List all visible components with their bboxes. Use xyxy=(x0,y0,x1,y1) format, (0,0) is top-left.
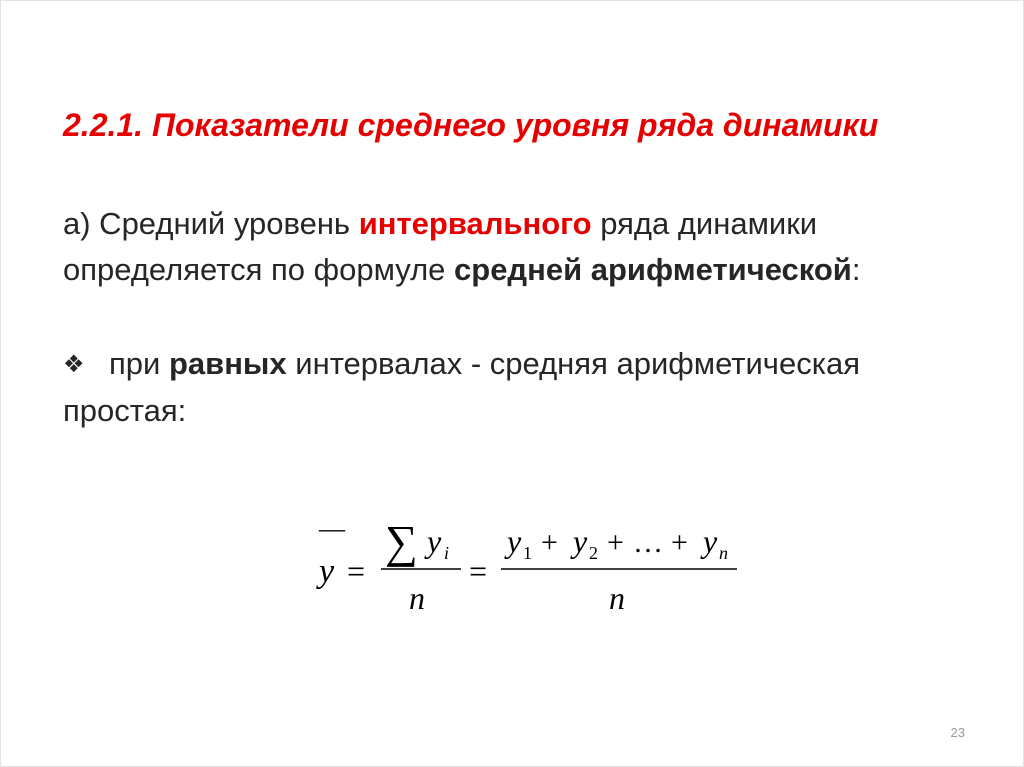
formula-denominator-1: n xyxy=(409,580,425,616)
formula-sub-1: 1 xyxy=(523,543,532,563)
formula-sub-2: 2 xyxy=(589,543,598,563)
formula-sub-n: n xyxy=(719,543,728,563)
bullet-text-2: интервалах - средняя арифметическая xyxy=(286,346,860,381)
formula-overbar: — xyxy=(319,514,345,543)
bullet-text-3: простая: xyxy=(63,393,187,428)
formula-plus-3: + xyxy=(671,526,688,559)
formula-num-yn: y xyxy=(703,523,718,559)
formula-sub-i: i xyxy=(444,543,450,563)
formula-denominator-2: n xyxy=(609,580,625,616)
bullet-text-1: при xyxy=(109,346,169,381)
formula-plus-2: + xyxy=(607,526,624,559)
bullet-bold: равных xyxy=(168,346,287,381)
para-a-text-3: определяется по формуле xyxy=(63,252,455,287)
diamond-bullet-icon: ❖ xyxy=(63,351,85,378)
formula-plus-1: + xyxy=(541,526,558,559)
formula-equals-1: = xyxy=(347,553,366,589)
paragraph-a xyxy=(63,201,861,293)
formula-lhs: y xyxy=(319,553,335,590)
formula-sum-var: y xyxy=(427,523,442,559)
formula-num-y1: y xyxy=(507,523,522,559)
formula-num-y2: y xyxy=(573,523,588,559)
para-a-text-2: ряда динамики xyxy=(591,206,818,241)
para-a-bold: средней арифметической xyxy=(454,252,852,287)
mean-formula xyxy=(301,497,761,627)
para-a-highlight: интервального xyxy=(358,206,592,241)
para-a-text-1: а) Средний уровень xyxy=(63,206,359,241)
para-a-colon: : xyxy=(851,252,861,287)
formula-equals-2: = xyxy=(469,553,488,589)
slide-title: 2.2.1. Показатели среднего уровня ряда динамики xyxy=(63,107,879,143)
formula-ellipsis: … xyxy=(633,526,663,559)
bullet-paragraph xyxy=(63,341,860,434)
formula-sum-sign: ∑ xyxy=(385,516,418,567)
page-number: 23 xyxy=(950,725,965,740)
